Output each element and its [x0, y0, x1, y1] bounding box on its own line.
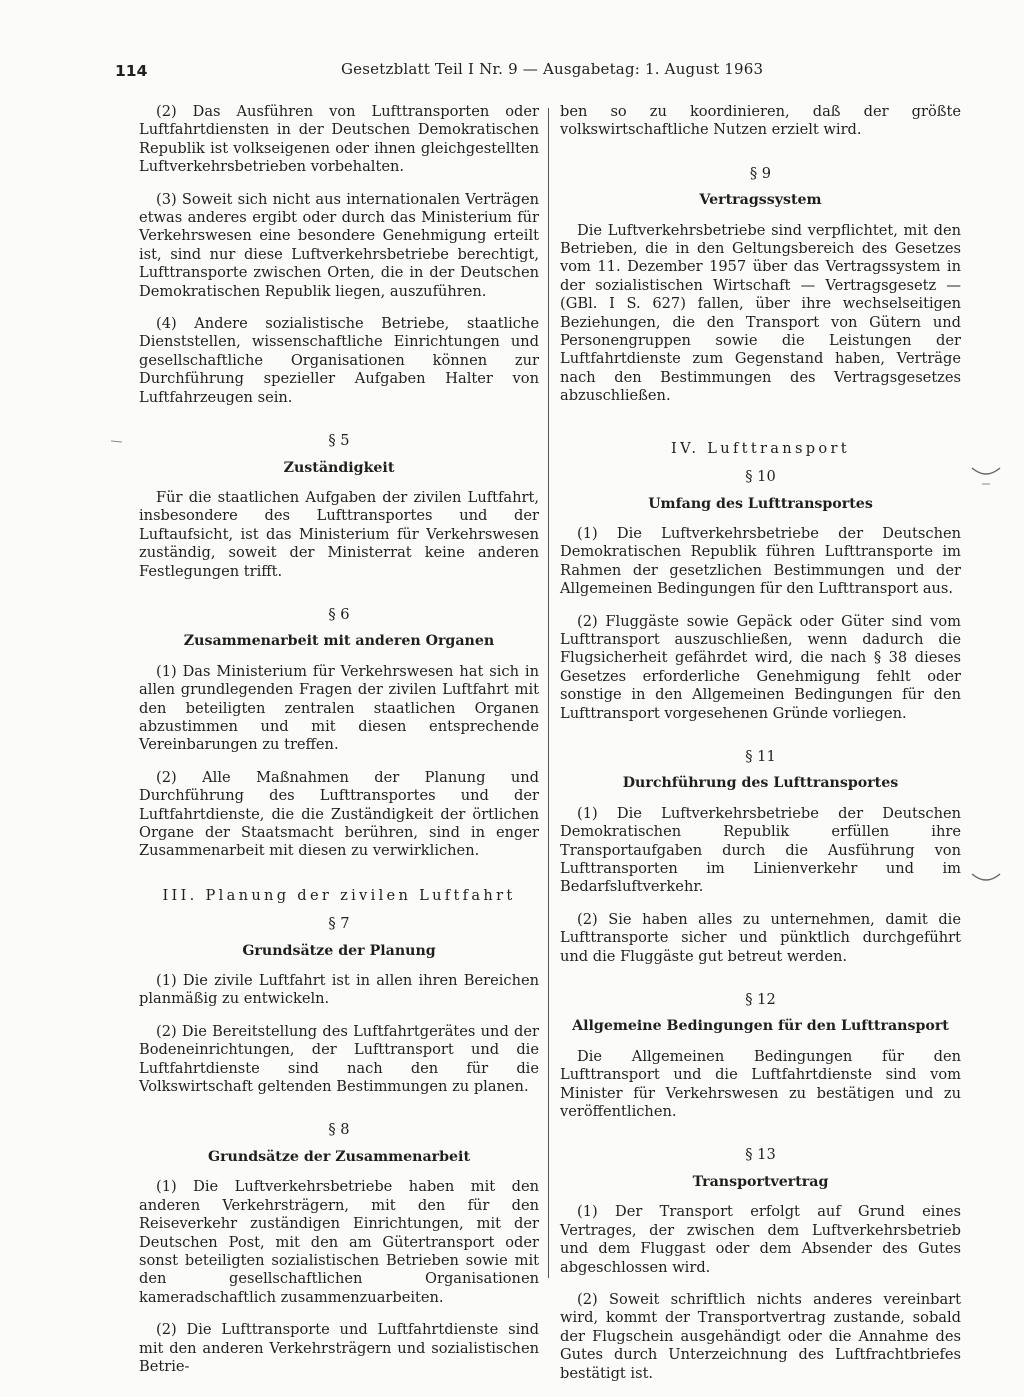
running-head: Gesetzblatt Teil I Nr. 9 — Ausgabetag: 1. August 1963 — [341, 60, 764, 78]
section-number: § 6 — [328, 605, 350, 623]
paragraph: (3) Soweit sich nicht aus internationalen Verträgen etwas anderes ergibt oder durch das Ministerium für Verkehrswesen eine besondere Genehmigung erteilt ist, sind nur diese Luftverkehrsbetriebe berechtigt, Lufttransporte zwischen Orten, die in der Deutschen Demokratischen Republik liegen, auszuführen. — [139, 190, 539, 300]
paragraph: (1) Die zivile Luftfahrt ist in allen ihren Bereichen planmäßig zu entwickeln. — [139, 972, 539, 1008]
section-title: Allgemeine Bedingungen für den Lufttransport — [572, 1018, 949, 1035]
paragraph: (4) Andere sozialistische Betriebe, staatliche Dienststellen, wissenschaftliche Einrichtungen und gesellschaftliche Organisationen können zur Durchführung spezieller Aufgaben Halter von Luftfahrzeugen sein. — [139, 315, 539, 406]
left-column — [139, 103, 539, 1390]
section-title: Vertragssystem — [699, 192, 822, 209]
section-number: § 8 — [328, 1121, 350, 1139]
right-column — [560, 103, 961, 1397]
paragraph: (1) Die Luftverkehrsbetriebe der Deutschen Demokratischen Republik führen Lufttransporte im Rahmen der gesetzlichen Bestimmungen und der Allgemeinen Bedingungen für den Lufttransport aus. — [560, 524, 961, 598]
section-title: Zusammenarbeit mit anderen Organen — [183, 633, 495, 650]
section-title: Grundsätze der Zusammenarbeit — [207, 1148, 471, 1165]
section-number: § 12 — [745, 991, 776, 1009]
margin-mark-icon — [968, 868, 1008, 892]
section-number: § 5 — [328, 432, 350, 450]
paragraph: (2) Soweit schriftlich nichts anderes vereinbart wird, kommt der Transportvertrag zustande, sobald der Flugschein ausgehändigt oder die Annahme des Gutes durch Unterzeichnung des Luftfrachtbriefes bestätigt ist. — [560, 1290, 961, 1382]
paragraph: Die Luftverkehrsbetriebe sind verpflichtet, mit den Betrieben, die in den Geltungsbereich des Gesetzes vom 11. Dezember 1957 über das Vertragssystem in der sozialistischen Wirtschaft — Vertragsgesetz — (GBl. I S. 627) fallen, über ihre wechselseitigen Beziehungen, die den Transport von Gütern und Personengruppen sowie die Leistungen der Luftfahrtdienste zum Gegenstand haben, Verträge nach den Bestimmungen des Vertragsgesetzes abzuschließen. — [560, 221, 961, 405]
margin-mark-icon — [110, 436, 124, 446]
paragraph: (2) Fluggäste sowie Gepäck oder Güter sind vom Lufttransport auszuschließen, wenn dadurch die Flugsicherheit gefährdet wird, die nach § 38 dieses Gesetzes erforderliche Genehmigung fehlt oder sonstige in den Allgemeinen Bedingungen für den Lufttransport vorgesehenen Gründe vorliegen. — [560, 612, 961, 722]
paragraph: (2) Sie haben alles zu unternehmen, damit die Lufttransporte sicher und pünktlich durchgeführt und die Fluggäste gut betreut werden. — [560, 910, 961, 965]
section-title: Umfang des Lufttransportes — [648, 495, 873, 512]
page-header — [115, 60, 765, 84]
page-number: 114 — [115, 62, 148, 80]
section-number: § 7 — [328, 915, 350, 933]
part-title: III. Planung der zivilen Luftfahrt — [162, 886, 516, 904]
section-title: Zuständigkeit — [283, 459, 395, 476]
section-title: Durchführung des Lufttransportes — [622, 775, 899, 792]
paragraph: (2) Die Lufttransporte und Luftfahrtdienste sind mit den anderen Verkehrsträgern und sozialistischen Betrie- — [139, 1321, 539, 1375]
paragraph: (2) Das Ausführen von Lufttransporten oder Luftfahrtdiensten in der Deutschen Demokratischen Republik ist volkseigenen oder ihnen gleichgestellten Luftverkehrsbetrieben vorbehalten. — [139, 103, 539, 176]
section-title: Grundsätze der Planung — [242, 942, 436, 959]
section-number: § 11 — [745, 747, 776, 765]
section-number: § 9 — [749, 164, 772, 182]
paragraph: (1) Die Luftverkehrsbetriebe haben mit den anderen Verkehrsträgern, mit den für den Reiseverkehr zuständigen Einrichtungen, mit der Deutschen Post, mit den am Gütertransport oder sonst beteiligten sozialistischen Betrieben sowie mit den gesellschaftlichen Organisationen kameradschaftlich zusammenzuarbeiten. — [139, 1178, 539, 1306]
paragraph: (2) Die Bereitstellung des Luftfahrtgerätes und der Bodeneinrichtungen, der Lufttransport und die Luftfahrtdienste sind nach den für die Volkswirtschaft geltenden Bestimmungen zu planen. — [139, 1022, 539, 1096]
paragraph: (1) Das Ministerium für Verkehrswesen hat sich in allen grundlegenden Fragen der zivilen Luftfahrt mit den beteiligten zentralen staatlichen Organen abzustimmen und mit diesen entsprechende Vereinbarungen zu treffen. — [139, 662, 539, 754]
paragraph: Für die staatlichen Aufgaben der zivilen Luftfahrt, insbesondere des Lufttransportes und der Luftaufsicht, ist das Ministerium für Verkehrswesen zuständig, soweit der Ministerrat keine anderen Festlegungen trifft. — [139, 488, 539, 580]
paragraph: Die Allgemeinen Bedingungen für den Lufttransport und die Luftfahrtdienste sind vom Minister für Verkehrswesen zu bestätigen und zu veröffentlichen. — [560, 1047, 961, 1121]
margin-mark-icon — [968, 460, 1008, 490]
section-number: § 13 — [745, 1146, 776, 1164]
section-number: § 10 — [745, 468, 776, 486]
paragraph: ben so zu koordinieren, daß der größte volkswirtschaftliche Nutzen erzielt wird. — [560, 103, 961, 139]
paragraph: (1) Die Luftverkehrsbetriebe der Deutschen Demokratischen Republik erfüllen ihre Transportaufgaben durch die Ausführung von Lufttransporten im Linienverkehr und im Bedarfsluftverkehr. — [560, 804, 961, 896]
column-divider — [548, 108, 549, 1278]
paragraph: (2) Alle Maßnahmen der Planung und Durchführung des Lufttransportes und der Luftfahrtdienste, die die Zuständigkeit der örtlichen Organe der Staatsmacht berühren, sind in enger Zusammenarbeit mit diesen zu verwirklichen. — [139, 768, 539, 860]
paragraph: (1) Der Transport erfolgt auf Grund eines Vertrages, der zwischen dem Luftverkehrsbetrieb und dem Fluggast oder dem Absender des Gutes abgeschlossen wird. — [560, 1203, 961, 1276]
part-title: IV. Lufttransport — [671, 439, 850, 457]
section-title: Transportvertrag — [692, 1173, 829, 1190]
